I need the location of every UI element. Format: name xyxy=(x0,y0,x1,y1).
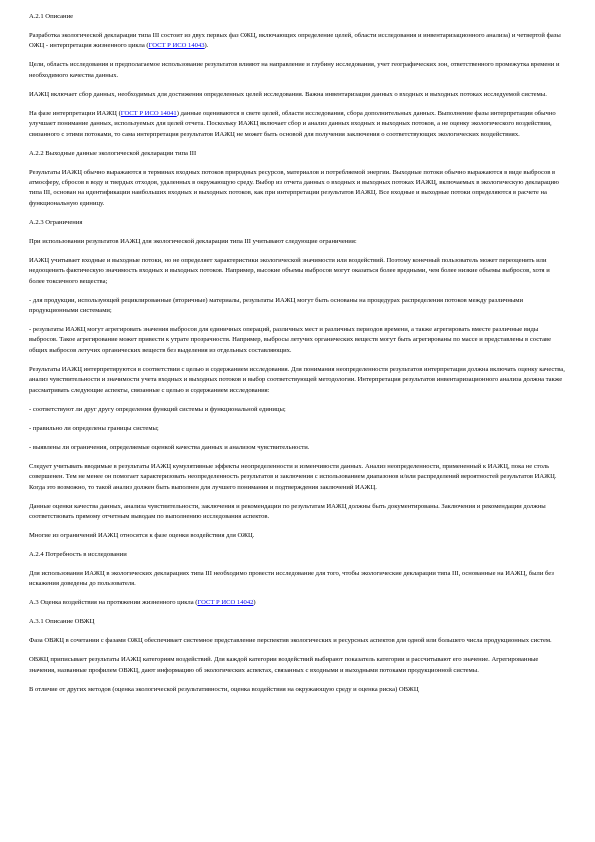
paragraph: ИАЖЦ включает сбор данных, необходимых для достижения определенных целей исследования. Важна инвентаризация данных о входных и выходных потоках исследуемой системы. xyxy=(29,90,547,98)
list-paragraph: - выявлены ли ограничения, определяемые оценкой качества данных и анализом чувствительности. xyxy=(29,443,310,451)
paragraph: Данные оценки качества данных, анализа чувствительности, заключения и рекомендации по результатам ИАЖЦ должны быть документированы. Заключения и рекомендации должны соответствовать прямому отчетным выводам по выполнению исследования аспектов. xyxy=(29,502,546,520)
paragraph: ОВЖЦ приписывает результаты ИАЖЦ категориям воздействий. Для каждой категории воздействий выбирают показатель категории и рассчитывают его значение. Агрегированные значения, названные профилем ОВЖЦ, дают информацию об экологических аспектах, связанных с входными и выходными потоками продукционной системы. xyxy=(29,656,539,674)
paragraph-text: ) данные оцениваются в свете целей, области исследования, сбора дополнительных данных. Выполнение фазы интерпретации обычно улучшает понимание данных, используемых для целей отчета. Поскольку ИАЖЦ включает сбор и анализ данных входных и выходных потоков, а не оценку экологического воздействия, связанного с этими потоками, то сама интерпретация результатов ИАЖЦ не может быть основой для получения заключения о соответствующих экологических воздействиях. xyxy=(29,109,556,138)
list-paragraph: - для продукции, использующей рециклированные (вторичные) материалы, результаты ИАЖЦ могут быть основаны на процедурах распределения потоков между различными продукционными системами; xyxy=(29,296,523,315)
list-paragraph: - соответствуют ли друг другу определения функций системы и функциональной единицы; xyxy=(29,405,286,413)
paragraph-text: ). xyxy=(204,42,209,50)
list-paragraph: - правильно ли определены границы системы; xyxy=(29,424,159,432)
paragraph: ИАЖЦ учитывает входные и выходные потоки, но не определяет характеристики экологической значимости или воздействий. Поэтому конечный пользователь может переоценить или недооценить фактическую значимость входных и выходных потоков. Например, высокие объемы выбросов могут оказаться более вредными, чем более низкие объемы выбросов, хотя и более токсичного вещества; xyxy=(29,256,550,285)
standard-link[interactable]: ГОСТ Р ИСО 14041 xyxy=(120,109,177,117)
paragraph: Результаты ИАЖЦ интерпретируются в соответствии с целью и содержанием исследования. Для понимания неопределенности результатов интерпретация должна включать оценку качества, анализ чувствительности и значимости учета входных и выходных потоков и выбор соответствующей методологии. Интерпретация результатов инвентаризационного анализа должна также рассматривать следующие аспекты, связанные с целью и содержанием исследования: xyxy=(29,365,565,394)
section-heading: А.3.1 Описание ОВЖЦ xyxy=(29,618,95,626)
heading-text: А.3 Оценка воздействия на протяжении жизненного цикла ( xyxy=(29,599,198,607)
paragraph xyxy=(29,109,566,140)
section-heading xyxy=(29,598,566,608)
paragraph: Следует учитывать вводимые в результаты ИАЖЦ кумулятивные эффекты неопределенности и изменчивости данных. Анализ неопределенности, примененный к ИАЖЦ, пока не столь совершенен. Тем не менее он помогает характеризовать неопределенность результатов и заключения с использованием диапазонов и/или распределений вероятностей результатов ИАЖЦ. Когда это возможно, то такой анализ должен быть выполнен для лучшего понимания и подтверждения заключений ИАЖЦ. xyxy=(29,462,557,491)
paragraph: Результаты ИАЖЦ обычно выражаются в терминах входных потоков природных ресурсов, материалов и потребляемой энергии. Выходные потоки обычно выражаются в виде выбросов в атмосферу, сбросов в воду и твердых отходов, удаленных в окружающую среду. Выбор из отчета данных о входных и выходных потоках ИАЖЦ, включаемых в экологическую декларацию типа III, основан на идентификации наибольших входных и выходных потоков, как при интерпретации результатов ИАЖЦ. Все входные и выходные потоки определяются в расчете на функциональную единицу. xyxy=(29,168,559,207)
paragraph xyxy=(29,31,566,52)
paragraph: В отличие от других методов (оценка экологической результативности, оценка воздействия на окружающую среду и оценка риска) ОВЖЦ xyxy=(29,685,419,693)
section-heading: А.2.4 Потребность в исследовании xyxy=(29,550,127,558)
heading-text: ) xyxy=(253,599,256,607)
paragraph: Для использования ИАЖЦ в экологических декларациях типа III необходимо провести исследование для того, чтобы экологические декларации типа III, основанные на ИАЖЦ, были без искажения доведены до пользователя. xyxy=(29,569,554,588)
section-heading: А.2.3 Ограничения xyxy=(29,218,83,226)
paragraph: Многие из ограничений ИАЖЦ относятся к фазе оценки воздействия для ОЖЦ. xyxy=(29,531,255,539)
standard-link[interactable]: ГОСТ Р ИСО 14042 xyxy=(197,599,254,607)
paragraph: При использовании результатов ИАЖЦ для экологической декларации типа III учитывают следующие ограничения: xyxy=(29,237,357,245)
standard-link[interactable]: ГОСТ Р ИСО 14043 xyxy=(148,42,205,50)
paragraph-text: На фазе интерпретации ИАЖЦ ( xyxy=(29,109,121,117)
paragraph-text: Разработка экологической декларации типа III состоит из двух первых фаз ОЖЦ, включающих определение целей, области исследования и инвентаризационного анализа) и четвертой фазы ОЖЦ - интерпретация жизненного цикла ( xyxy=(29,32,561,50)
section-heading: А.2.2 Выходные данные экологической декларации типа III xyxy=(29,149,197,157)
paragraph: Цели, область исследования и предполагаемое использование результатов влияют на направление и глубину исследования, учет географических зон, ответственного промежутка времени и необходимого качества данных. xyxy=(29,61,560,79)
section-heading: А.2.1 Описание xyxy=(29,13,74,20)
paragraph: Фаза ОВЖЦ в сочетании с фазами ОЖЦ обеспечивает системное представление перспектив экологических и ресурсных аспектов для одной или большего числа продукционных систем. xyxy=(29,637,552,645)
list-paragraph: - результаты ИАЖЦ могут агрегировать значения выбросов для единичных операций, различных мест и различных периодов времени, а также агрегировать вместе различные виды выбросов. Такое агрегирование может привести к утрате прозрачности. Например, выбросы летучих органических веществ могут быть агрегированы по массе и представлены в составе общих выбросов летучих органических веществ без выделения из отдельных составляющих. xyxy=(29,326,552,354)
